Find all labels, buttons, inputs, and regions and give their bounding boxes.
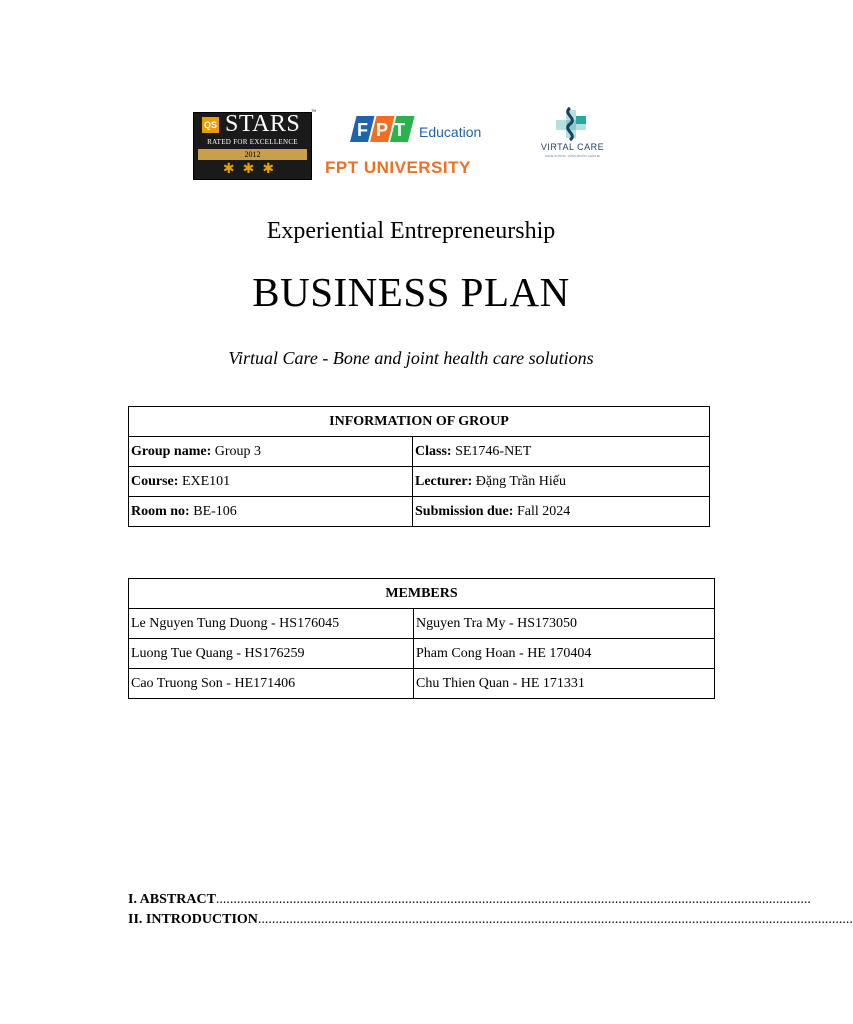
- member-cell: Le Nguyen Tung Duong - HS176045: [129, 609, 414, 639]
- members-table: [128, 578, 715, 699]
- field-value: Group 3: [211, 443, 262, 459]
- field-value: BE-106: [189, 503, 237, 519]
- member-cell: Cao Truong Son - HE171406: [129, 669, 414, 699]
- toc-entry-abstract[interactable]: [128, 892, 811, 908]
- member-cell: Nguyen Tra My - HS173050: [414, 609, 715, 639]
- toc-label: I. ABSTRACT: [128, 892, 216, 907]
- education-label: Education: [419, 124, 482, 140]
- qs-badge: QS: [202, 117, 219, 133]
- toc-label: II. INTRODUCTION: [128, 912, 258, 927]
- group-name-cell: [129, 437, 413, 467]
- fpt-wordmark-icon: [349, 114, 415, 146]
- course-cell: [129, 467, 413, 497]
- field-label: Lecturer:: [415, 473, 473, 489]
- trademark-mark: ™: [311, 110, 316, 115]
- svg-text:T: T: [394, 120, 405, 140]
- course-subject: Experiential Entrepreneurship: [266, 218, 556, 244]
- toc-leader-dots: ..........................................................................................................................................................................: [257, 912, 853, 927]
- member-cell: Chu Thien Quan - HE 171331: [414, 669, 715, 699]
- virtual-care-logo: [520, 104, 625, 184]
- table-row: [129, 609, 715, 639]
- field-label: Group name:: [131, 443, 212, 459]
- toc-leader-dots: ..........................................................................................................................................................................: [215, 892, 811, 907]
- table-row: [129, 437, 710, 467]
- document-title: BUSINESS PLAN: [252, 269, 570, 315]
- fpt-university-label: FPT UNIVERSITY: [325, 158, 471, 177]
- field-label: Submission due:: [415, 503, 514, 519]
- svg-text:F: F: [357, 120, 368, 140]
- field-label: Room no:: [131, 503, 190, 519]
- field-value: Đặng Trần Hiếu: [472, 473, 566, 489]
- fpt-education-logo: [325, 114, 505, 184]
- lecturer-cell: [413, 467, 710, 497]
- stars-year: 2012: [198, 149, 307, 160]
- table-row: [129, 467, 710, 497]
- virtual-care-name: VIRTAL CARE: [540, 142, 605, 152]
- members-header: MEMBERS: [129, 579, 715, 609]
- member-cell: Luong Tue Quang - HS176259: [129, 639, 414, 669]
- field-value: SE1746-NET: [451, 443, 532, 459]
- field-value: EXE101: [178, 473, 231, 489]
- table-row: [129, 669, 715, 699]
- room-cell: [129, 497, 413, 527]
- group-info-table: [128, 406, 710, 527]
- submission-cell: [413, 497, 710, 527]
- stars-rated-text: RATED FOR EXCELLENCE: [207, 138, 298, 146]
- field-label: Course:: [131, 473, 179, 489]
- field-label: Class:: [415, 443, 452, 459]
- toc-entry-introduction[interactable]: [128, 912, 853, 928]
- logo-bar: [0, 104, 768, 184]
- class-cell: [413, 437, 710, 467]
- field-value: Fall 2024: [513, 503, 571, 519]
- table-row: [129, 639, 715, 669]
- stars-marks: ✱✱✱: [222, 162, 283, 177]
- group-info-header: INFORMATION OF GROUP: [129, 407, 710, 437]
- member-cell: Pham Cong Hoan - HE 170404: [414, 639, 715, 669]
- stars-word: STARS: [225, 111, 301, 137]
- qs-stars-logo: [193, 112, 312, 180]
- virtual-care-cross-icon: [550, 106, 594, 142]
- project-tagline: Virtual Care - Bone and joint health care solutions: [228, 348, 594, 368]
- virtual-care-tagline: KHỎE XƯƠNG, VỮNG BƯỚC CHÂN ĐI: [544, 154, 600, 158]
- svg-text:P: P: [376, 120, 389, 140]
- table-row: [129, 497, 710, 527]
